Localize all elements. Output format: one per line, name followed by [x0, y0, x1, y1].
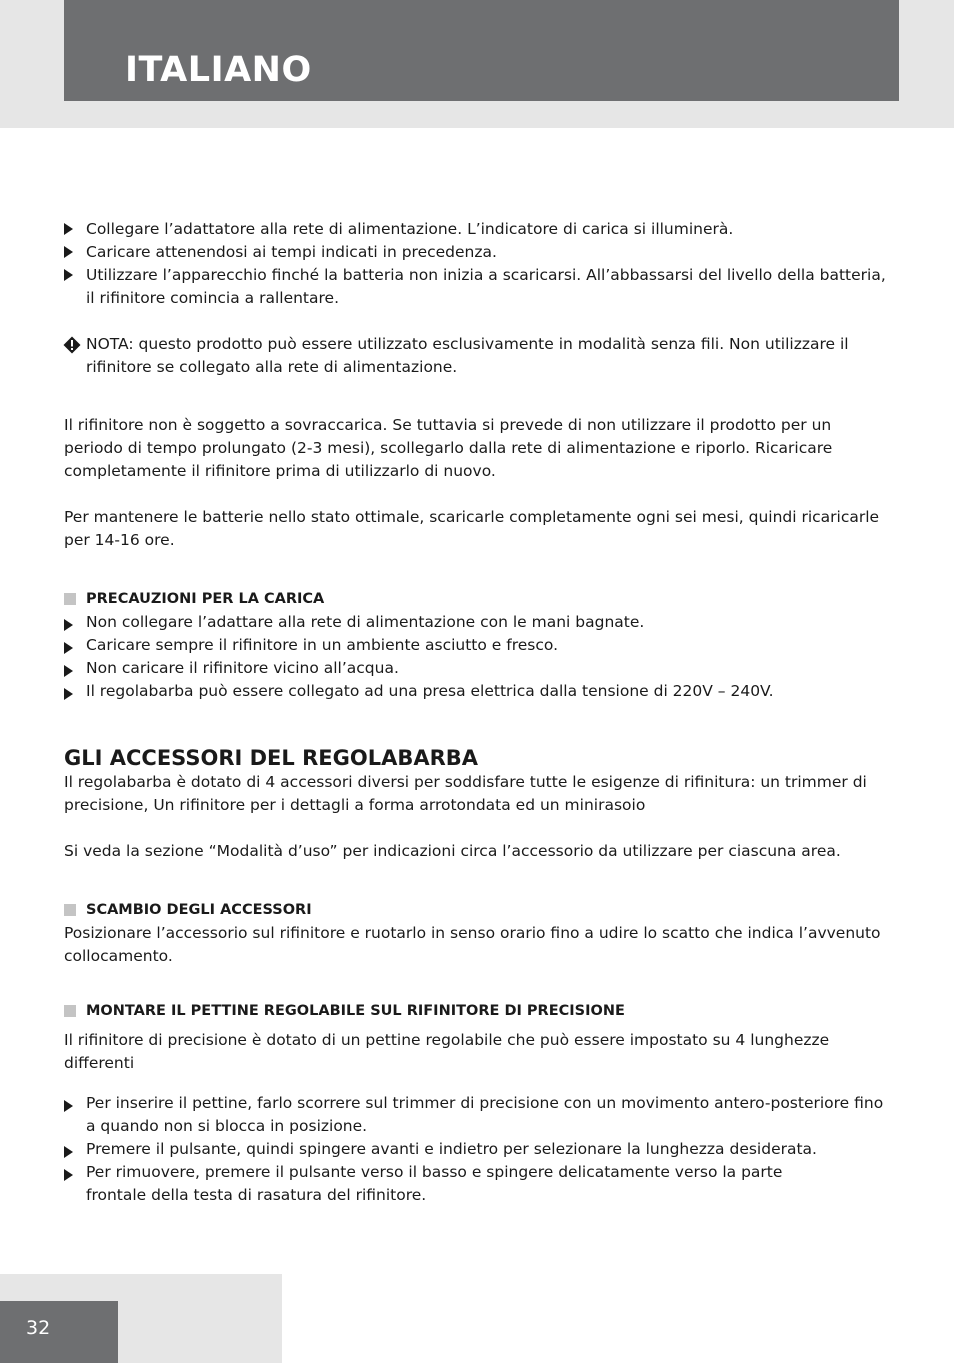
comb-intro: Il rifinitore di precisione è dotato di un pettine regolabile che può essere impostato su 4 lunghezze differenti — [64, 1031, 830, 1072]
exchange-heading: SCAMBIO DEGLI ACCESSORI — [64, 898, 894, 922]
manual-content — [64, 218, 894, 1207]
note-block — [64, 333, 894, 379]
comb-heading: MONTARE IL PETTINE REGOLABILE SUL RIFINITORE DI PRECISIONE — [64, 999, 894, 1023]
overcharge-paragraph: Il rifinitore non è soggetto a sovraccarica. Se tuttavia si prevede di non utilizzare il prodotto per un periodo di tempo prolungato (2-3 mesi), scollegarlo dalla rete di alimentazione e riporlo. Ricaricare completamente il rifinitore prima di utilizzarlo di nuovo. — [64, 416, 833, 480]
list-item: Non caricare il rifinitore vicino all’acqua. — [64, 657, 894, 680]
list-item: Per rimuovere, premere il pulsante verso il basso e spingere delicatamente verso la parte frontale della testa di rasatura del rifinitore. — [64, 1161, 894, 1207]
language-title-bar — [64, 0, 899, 101]
page-number: 32 — [26, 1317, 51, 1339]
list-item: Non collegare l’adattare alla rete di alimentazione con le mani bagnate. — [64, 611, 894, 634]
accessories-intro: Il regolabarba è dotato di 4 accessori diversi per soddisfare tutte le esigenze di rifinitura: un trimmer di precisione, Un rifinitore per i dettagli a forma arrotondata ed un minirasoio — [64, 773, 867, 814]
page-title: ITALIANO — [125, 50, 312, 90]
bullet-arrow-icon — [64, 1100, 73, 1112]
list-item: Caricare sempre il rifinitore in un ambiente asciutto e fresco. — [64, 634, 894, 657]
section-square-icon — [64, 904, 76, 916]
battery-paragraph: Per mantenere le batterie nello stato ottimale, scaricarle completamente ogni sei mesi, quindi ricaricarle per 14-16 ore. — [64, 508, 880, 549]
bullet-arrow-icon — [64, 246, 73, 258]
bullet-arrow-icon — [64, 269, 73, 281]
list-item: Premere il pulsante, quindi spingere avanti e indietro per selezionare la lunghezza desiderata. — [64, 1138, 894, 1161]
bullet-arrow-icon — [64, 642, 73, 654]
list-item: Il regolabarba può essere collegato ad una presa elettrica dalla tensione di 220V – 240V. — [64, 680, 894, 703]
bullet-arrow-icon — [64, 665, 73, 677]
list-item: Caricare attenendosi ai tempi indicati in precedenza. — [64, 241, 894, 264]
accessories-heading: GLI ACCESSORI DEL REGOLABARBA — [64, 746, 479, 770]
list-item: Per inserire il pettine, farlo scorrere sul trimmer di precisione con un movimento antero-posteriore fino a quando non si blocca in posizione. — [64, 1092, 894, 1138]
bullet-arrow-icon — [64, 688, 73, 700]
comb-steps-list — [64, 1092, 894, 1207]
accessories-see-section: Si veda la sezione “Modalità d’uso” per indicazioni circa l’accessorio da utilizzare per ciascuna area. — [64, 842, 841, 860]
precautions-list — [64, 611, 894, 703]
exchange-text: Posizionare l’accessorio sul rifinitore e ruotarlo in senso orario fino a udire lo scatto che indica l’avvenuto collocamento. — [64, 924, 881, 965]
note-text: NOTA: questo prodotto può essere utilizzato esclusivamente in modalità senza fili. Non utilizzare il rifinitore se collegato alla rete di alimentazione. — [86, 335, 849, 376]
bullet-arrow-icon — [64, 619, 73, 631]
list-item: Utilizzare l’apparecchio finché la batteria non inizia a scaricarsi. All’abbassarsi del livello della batteria, il rifinitore comincia a rallentare. — [64, 264, 894, 310]
bullet-arrow-icon — [64, 1169, 73, 1181]
section-square-icon — [64, 593, 76, 605]
list-item: Collegare l’adattatore alla rete di alimentazione. L’indicatore di carica si illuminerà. — [64, 218, 894, 241]
charging-steps-list — [64, 218, 894, 310]
bullet-arrow-icon — [64, 1146, 73, 1158]
warning-diamond-icon — [63, 336, 81, 354]
bullet-arrow-icon — [64, 223, 73, 235]
page-number-box — [0, 1301, 118, 1363]
section-square-icon — [64, 1005, 76, 1017]
precautions-heading: PRECAUZIONI PER LA CARICA — [64, 587, 894, 611]
